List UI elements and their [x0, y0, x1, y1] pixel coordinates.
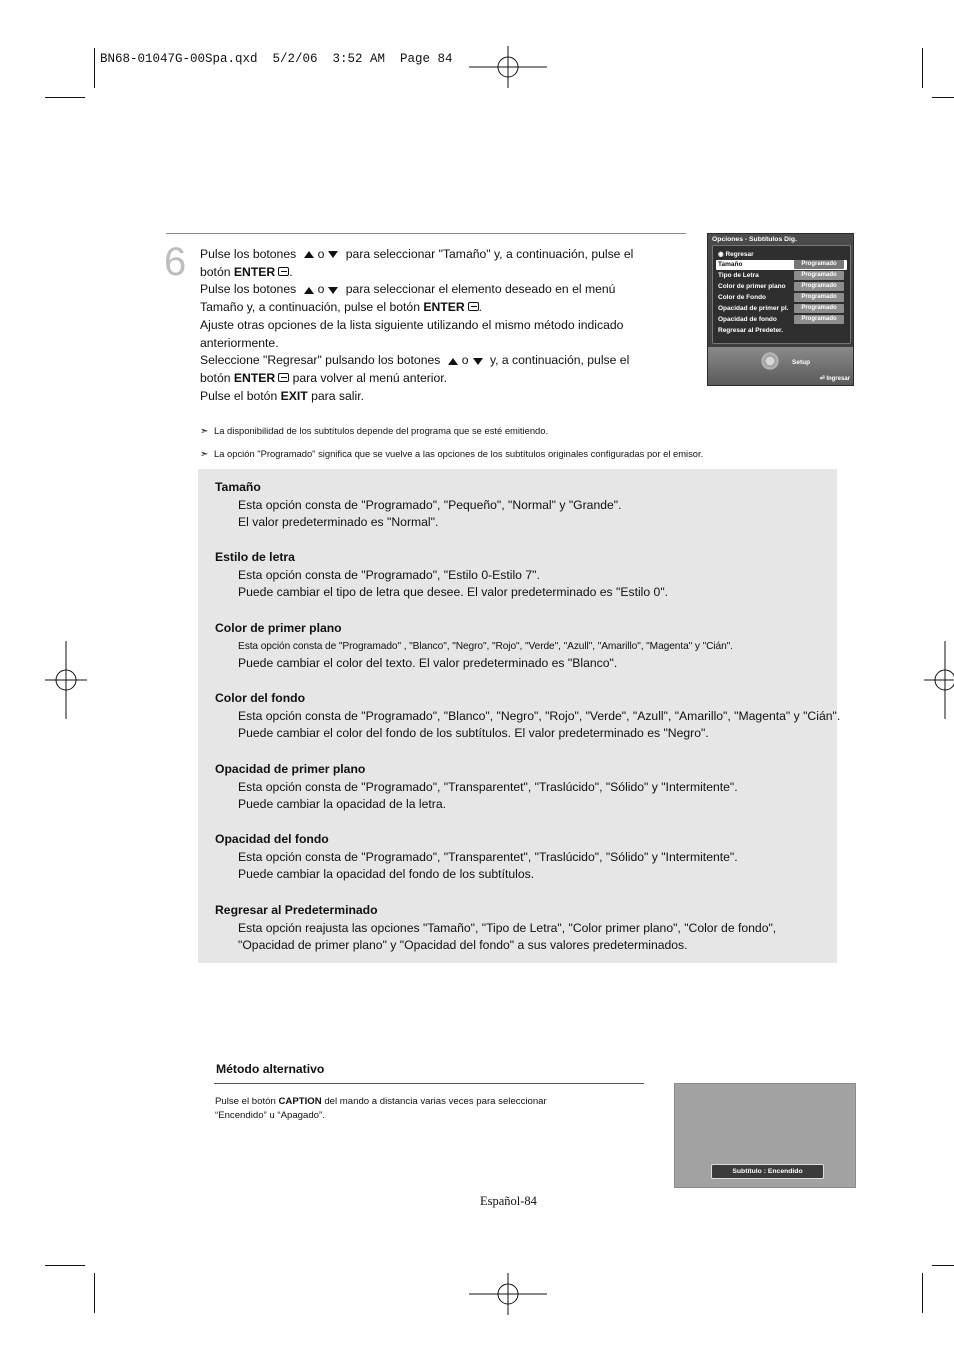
instruction-line: botón ENTER para volver al menú anterior. [200, 370, 448, 385]
option-description: "Opacidad de primer plano" y "Opacidad del fondo" a sus valores predeterminados. [238, 938, 688, 953]
down-arrow-icon [473, 358, 483, 365]
option-description: Puede cambiar el tipo de letra que desee. El valor predeterminado es "Estilo 0". [238, 585, 669, 600]
crop-mark [922, 1273, 923, 1313]
option-item [215, 761, 830, 814]
enter-icon [468, 302, 479, 311]
note-arrow-icon: ➣ [200, 448, 209, 460]
down-arrow-icon [328, 251, 338, 258]
alternative-method-title: Método alternativo [216, 1062, 325, 1076]
crop-mark [45, 1265, 85, 1266]
tv-menu-panel [712, 245, 851, 344]
instruction-line: Pulse los botones o para seleccionar "Tamaño" y, a continuación, pulse el [200, 247, 634, 261]
crop-mark [922, 48, 923, 88]
page-number: Español-84 [480, 1194, 537, 1208]
tv-menu-setup-label: Setup [792, 359, 811, 366]
option-title: Color de primer plano [215, 621, 342, 635]
tv-menu-reset[interactable]: Regresar al Predeter. [718, 327, 784, 334]
alternative-method-rule [214, 1083, 644, 1084]
option-description: Esta opción consta de "Programado", "Blanco", "Negro", "Rojo", "Verde", "Azull", "Amarillo", "Magenta" y "Cián". [238, 708, 841, 723]
tv-menu-row[interactable]: Tamaño Programado [716, 260, 847, 270]
section-rule [166, 233, 686, 234]
note-arrow-icon: ➣ [200, 426, 209, 437]
option-item [215, 690, 841, 743]
crop-mark [932, 1265, 954, 1266]
tv-menu-ingresar-hint: ⏎ Ingresar [819, 376, 850, 382]
up-arrow-icon [304, 287, 314, 294]
option-description: El valor predeterminado es "Normal". [238, 515, 439, 530]
option-description: Esta opción consta de "Programado", "Estilo 0-Estilo 7". [238, 567, 540, 582]
up-arrow-icon [448, 358, 458, 365]
caption-screen-image [674, 1083, 856, 1188]
notes [200, 420, 703, 465]
option-item [215, 549, 830, 602]
option-description: Esta opción consta de "Programado" , "Blanco", "Negro", "Rojo", "Verde", "Azull", "Amarillo", "Magenta" y "Cián". [238, 640, 733, 652]
option-item [215, 831, 830, 884]
registration-mark-icon [469, 1255, 547, 1333]
option-title: Color del fondo [215, 691, 306, 705]
tv-menu-row[interactable]: Color de Fondo Programado [716, 293, 847, 303]
option-description: Esta opción consta de "Programado", "Transparentet", "Traslúcido", "Sólido" y "Intermitente". [238, 849, 738, 864]
instruction-line: Pulse el botón EXIT para salir. [200, 388, 364, 403]
option-description: Puede cambiar la opacidad del fondo de los subtítulos. [238, 867, 535, 882]
option-title: Estilo de letra [215, 550, 295, 564]
enter-icon: ⏎ [819, 376, 827, 382]
note-item: ➣ La opción "Programado" significa que se vuelve a las opciones de los subtítulos originales configuradas por el emisor. [200, 443, 703, 466]
option-description: Puede cambiar el color del texto. El valor predeterminado es "Blanco". [238, 656, 618, 671]
step-number: 6 [164, 240, 187, 284]
option-item [215, 902, 830, 955]
tv-menu-footer [708, 347, 853, 385]
file-header: BN68-01047G-00Spa.qxd 5/2/06 3:52 AM Page 84 [100, 52, 453, 66]
tv-menu-back[interactable]: ◉ Regresar [718, 251, 754, 258]
options-box [198, 469, 841, 963]
instruction-line: Seleccione "Regresar" pulsando los botones o y, a continuación, pulse el [200, 353, 630, 368]
crop-mark [94, 48, 95, 88]
option-description: Puede cambiar el color del fondo de los subtítulos. El valor predeterminado es "Negro". [238, 726, 709, 741]
instruction-line: anteriormente. [200, 335, 279, 350]
step-instructions [200, 246, 670, 405]
option-description: Esta opción consta de "Programado", "Transparentet", "Traslúcido", "Sólido" y "Intermitente". [238, 779, 738, 794]
tv-menu-title: Opciones - Subtítulos Dig. [712, 236, 797, 243]
option-title: Tamaño [215, 480, 261, 494]
option-item [215, 479, 830, 532]
note-item: ➣ La disponibilidad de los subtítulos depende del programa que se esté emitiendo. [200, 420, 703, 443]
gear-icon [760, 351, 780, 371]
option-item [215, 620, 830, 673]
alternative-method-text: Pulse el botón CAPTION del mando a distancia varias veces para seleccionar “Encendido” u “Apagado”. [215, 1096, 547, 1121]
registration-mark-icon [906, 641, 954, 719]
tv-menu-row[interactable]: Tipo de Letra Programado [716, 271, 847, 281]
tv-menu-row[interactable]: Color de primer plano Programado [716, 282, 847, 292]
crop-mark [94, 1273, 95, 1313]
option-title: Opacidad del fondo [215, 832, 329, 846]
enter-icon [278, 373, 289, 382]
crop-mark [45, 97, 85, 98]
enter-icon [278, 267, 289, 276]
option-title: Regresar al Predeterminado [215, 903, 378, 917]
option-description: Puede cambiar la opacidad de la letra. [238, 797, 446, 812]
instruction-line: Pulse los botones o para seleccionar el elemento deseado en el menú [200, 282, 616, 297]
caption-osd: Subtítulo : Encendido [711, 1164, 824, 1179]
up-arrow-icon [304, 251, 314, 258]
crop-mark [932, 97, 954, 98]
registration-mark-icon [469, 28, 547, 106]
instruction-line: Ajuste otras opciones de la lista siguiente utilizando el mismo método indicado [200, 317, 624, 332]
down-arrow-icon [328, 287, 338, 294]
instruction-line: Tamaño y, a continuación, pulse el botón ENTER . [200, 300, 483, 315]
tv-menu-row[interactable]: Opacidad de fondo Programado [716, 315, 847, 325]
option-description: Esta opción consta de "Programado", "Pequeño", "Normal" y "Grande". [238, 497, 622, 512]
registration-mark-icon [27, 641, 105, 719]
option-description: Esta opción reajusta las opciones "Tamaño", "Tipo de Letra", "Color primer plano", "Color de fondo", [238, 920, 777, 935]
instruction-line: botón ENTER . [200, 264, 293, 279]
tv-menu-row[interactable]: Opacidad de primer pl. Programado [716, 304, 847, 314]
option-title: Opacidad de primer plano [215, 762, 366, 776]
tv-menu-screenshot [707, 233, 854, 386]
